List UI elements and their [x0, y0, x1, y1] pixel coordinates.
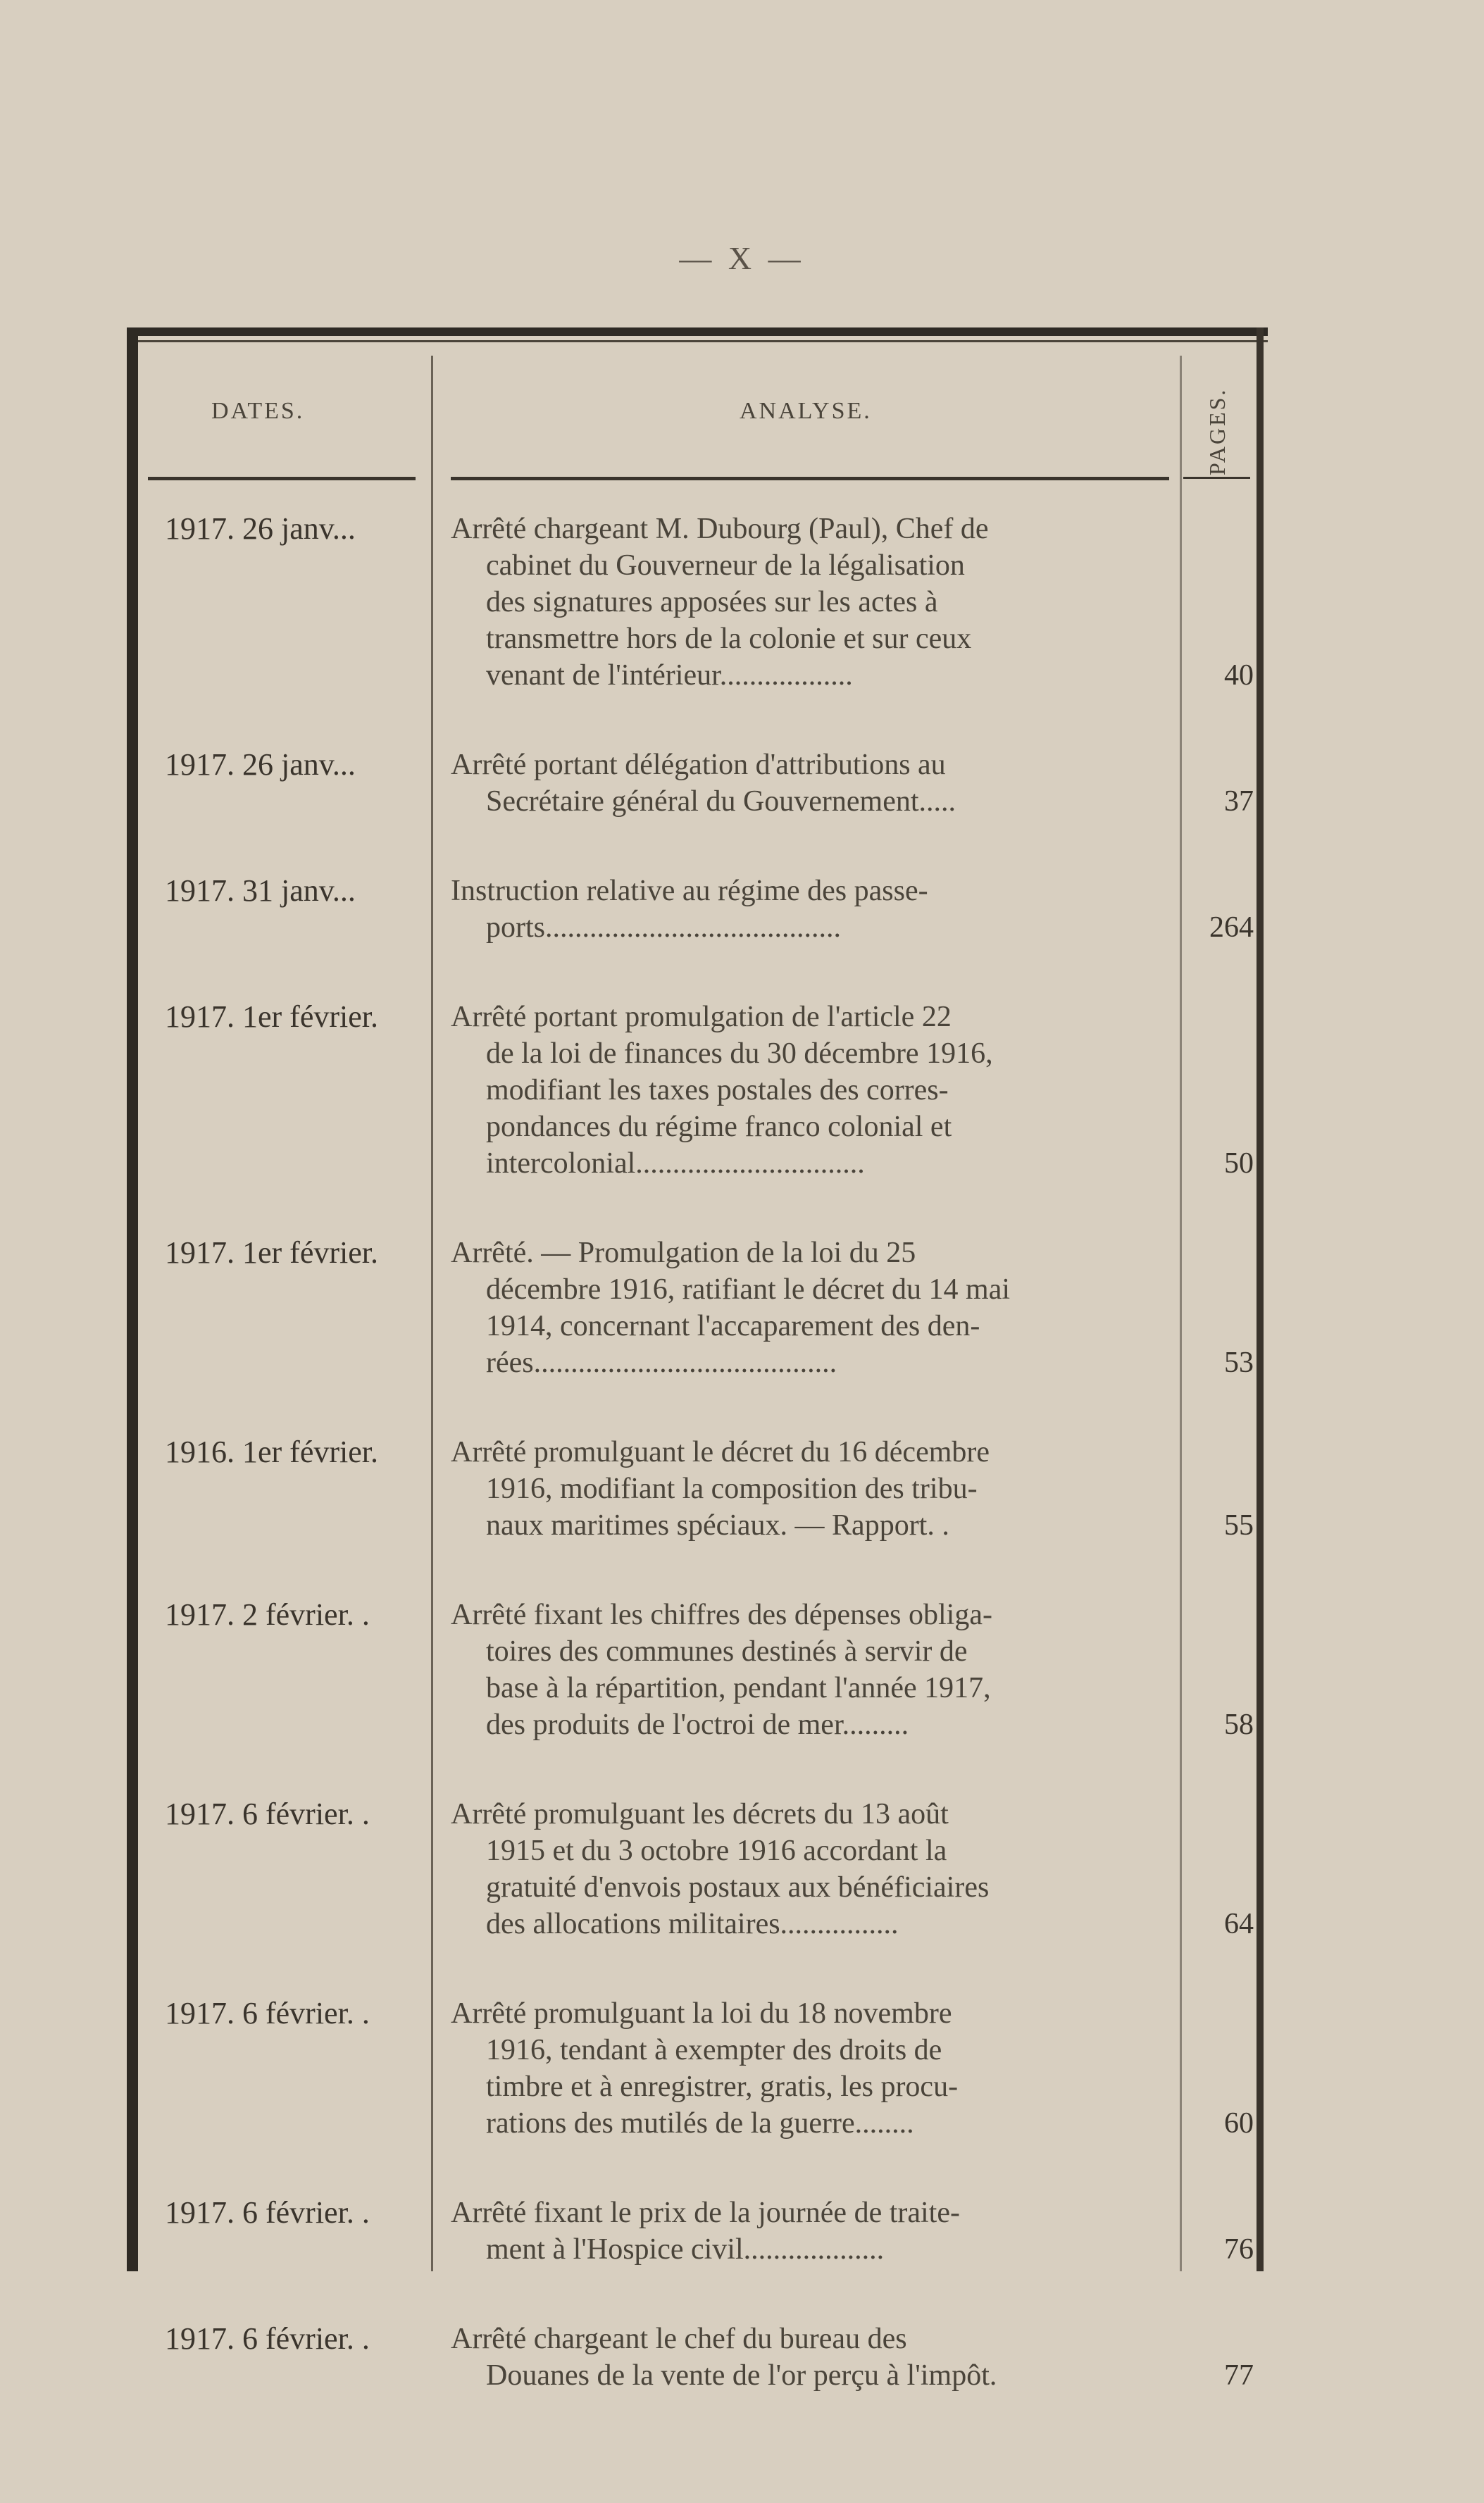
analysis-line: cabinet du Gouverneur de la légalisation [486, 549, 965, 582]
analysis-line: toires des communes destinés à servir de [486, 1635, 968, 1668]
table-row [127, 873, 1268, 946]
entry-page-number: 64 [1224, 1908, 1254, 1940]
column-header-analyse: ANALYSE. [740, 398, 872, 424]
entry-analysis [451, 511, 1173, 694]
entry-analysis [451, 747, 1173, 820]
analysis-line: transmettre hors de la colonie et sur ceux [486, 623, 972, 655]
analysis-line: modifiant les taxes postales des corres- [486, 1074, 949, 1106]
analysis-line: des allocations militaires................ [486, 1908, 899, 1940]
analysis-line: gratuité d'envois postaux aux bénéficiaires [486, 1871, 990, 1904]
analysis-line: de la loi de finances du 30 décembre 1916, [486, 1037, 993, 1070]
analysis-line: ment à l'Hospice civil................... [486, 2233, 885, 2266]
table-row [127, 1434, 1268, 1544]
entry-analysis [451, 1235, 1173, 1381]
analysis-line: Arrêté chargeant M. Dubourg (Paul), Chef de [451, 513, 989, 545]
analysis-line: Arrêté fixant les chiffres des dépenses obliga- [451, 1599, 992, 1631]
table-row [127, 511, 1268, 694]
analysis-line: Instruction relative au régime des passe- [451, 875, 928, 907]
entry-page-number: 37 [1224, 785, 1254, 818]
entry-date: 1917. 6 février. . [165, 1996, 370, 2030]
entry-page-number: 58 [1224, 1709, 1254, 1741]
entry-analysis [451, 999, 1173, 1182]
entry-analysis [451, 1995, 1173, 2142]
analysis-line: ports........................................ [486, 911, 841, 944]
analysis-line: pondances du régime franco colonial et [486, 1111, 952, 1143]
entry-analysis [451, 873, 1173, 946]
entry-page-number: 50 [1224, 1147, 1254, 1180]
analysis-line: décembre 1916, ratifiant le décret du 14 mai [486, 1273, 1011, 1306]
table-row [127, 1995, 1268, 2142]
entry-date: 1917. 1er février. [165, 999, 378, 1034]
entry-date: 1916. 1er février. [165, 1435, 378, 1469]
entry-page-number: 40 [1224, 659, 1254, 692]
column-header-pages-cell [1183, 370, 1254, 482]
header-rule-dates [148, 477, 416, 480]
analysis-line: base à la répartition, pendant l'année 1917, [486, 1672, 991, 1704]
analysis-line: Arrêté. — Promulgation de la loi du 25 [451, 1237, 916, 1269]
entry-analysis [451, 2321, 1173, 2394]
entry-page-number: 76 [1224, 2233, 1254, 2266]
entry-page-number: 53 [1224, 1347, 1254, 1379]
analysis-line: Arrêté promulguant le décret du 16 décembre [451, 1436, 990, 1468]
table-row [127, 999, 1268, 1182]
analysis-line: venant de l'intérieur.................. [486, 659, 853, 692]
analysis-line: Arrêté portant promulgation de l'article 22 [451, 1001, 952, 1033]
table-row [127, 1235, 1268, 1381]
analysis-line: Secrétaire général du Gouvernement..... [486, 785, 956, 818]
entry-analysis [451, 1434, 1173, 1544]
analysis-line: Arrêté chargeant le chef du bureau des [451, 2323, 907, 2355]
table-row [127, 2321, 1268, 2394]
table-row [127, 2195, 1268, 2268]
table-row [127, 747, 1268, 820]
table-row [127, 1597, 1268, 1743]
index-table [127, 327, 1268, 2392]
analysis-line: Douanes de la vente de l'or perçu à l'impôt. [486, 2359, 997, 2392]
entry-date: 1917. 6 février. . [165, 2321, 370, 2356]
entry-date: 1917. 1er février. [165, 1235, 378, 1270]
entry-page-number: 55 [1224, 1509, 1254, 1542]
entry-page-number: 77 [1224, 2359, 1254, 2392]
analysis-line: naux maritimes spéciaux. — Rapport. . [486, 1509, 949, 1542]
header-rule-pages [1183, 477, 1250, 479]
analysis-line: des signatures apposées sur les actes à [486, 586, 938, 618]
table-row [127, 1796, 1268, 1942]
analysis-line: 1916, tendant à exempter des droits de [486, 2034, 942, 2066]
column-header-pages: PAGES. [1204, 387, 1230, 475]
entry-date: 1917. 26 janv... [165, 747, 356, 782]
entry-analysis [451, 1597, 1173, 1743]
analysis-line: timbre et à enregistrer, gratis, les procu- [486, 2071, 959, 2103]
entry-date: 1917. 6 février. . [165, 1797, 370, 1831]
table-top-rule-thin [127, 340, 1268, 342]
entry-page-number: 264 [1209, 911, 1254, 944]
analysis-line: Arrêté promulguant les décrets du 13 août [451, 1798, 949, 1830]
analysis-line: 1914, concernant l'accaparement des den- [486, 1310, 980, 1342]
analysis-line: des produits de l'octroi de mer......... [486, 1709, 909, 1741]
header-rule-analyse [451, 477, 1169, 480]
analysis-line: Arrêté fixant le prix de la journée de traite- [451, 2197, 960, 2229]
analysis-line: intercolonial............................... [486, 1147, 865, 1180]
entry-analysis [451, 1796, 1173, 1942]
analysis-line: rations des mutilés de la guerre........ [486, 2107, 914, 2140]
entry-date: 1917. 26 janv... [165, 511, 356, 546]
analysis-line: rées......................................... [486, 1347, 837, 1379]
entry-analysis [451, 2195, 1173, 2268]
entry-page-number: 60 [1224, 2107, 1254, 2140]
analysis-line: Arrêté promulguant la loi du 18 novembre [451, 1997, 952, 2030]
analysis-line: 1915 et du 3 octobre 1916 accordant la [486, 1835, 947, 1867]
entry-date: 1917. 31 janv... [165, 873, 356, 908]
entry-date: 1917. 2 février. . [165, 1597, 370, 1632]
analysis-line: Arrêté portant délégation d'attributions au [451, 749, 946, 781]
table-top-rule [127, 327, 1268, 336]
column-header-dates: DATES. [211, 398, 305, 424]
entry-date: 1917. 6 février. . [165, 2195, 370, 2230]
page-number-header: — X — [679, 240, 805, 276]
analysis-line: 1916, modifiant la composition des tribu- [486, 1473, 978, 1505]
